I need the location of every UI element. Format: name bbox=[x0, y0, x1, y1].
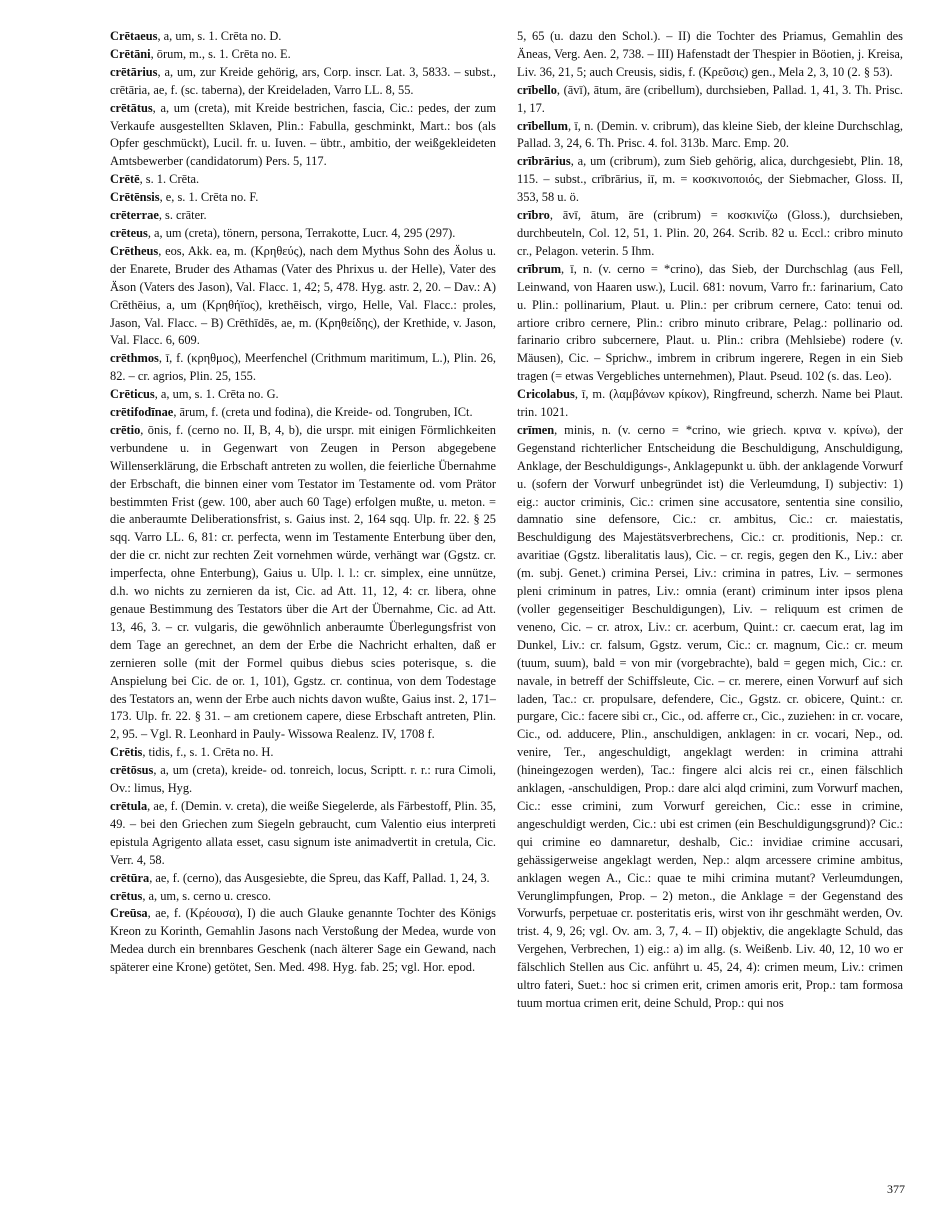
headword: crībrārius bbox=[517, 154, 571, 169]
headword: crētātus bbox=[110, 100, 153, 115]
entry-text: , a, um (cribrum), zum Sieb gehörig, alica, durchgesiebt, Plin. 18, 115. – subst., crībrārius, iī, m. = κοσκινοποιός, der Siebmacher, Gloss. II, 353, 58 u. ö. bbox=[517, 154, 903, 205]
entry-text: , a, um, s. 1. Crēta no. G. bbox=[154, 387, 279, 402]
dictionary-entry bbox=[110, 888, 496, 906]
dictionary-entry bbox=[110, 404, 496, 422]
entry-text: , a, um, s. cerno u. cresco. bbox=[142, 888, 272, 903]
headword: Crētē bbox=[110, 172, 140, 187]
entry-text: , ae, f. (Demin. v. creta), die weiße Siegelerde, als Färbestoff, Plin. 35, 49. – bei den Griechen zum Siegeln gebraucht, cum Valentio eius interpreti epistula Agrigento allata esset, casu signum iste animadvertit in cretula, Cic. Verr. 4, 58. bbox=[110, 798, 496, 867]
headword: crētārius bbox=[110, 64, 158, 79]
dictionary-entry bbox=[517, 207, 903, 261]
entry-text: , s. crāter. bbox=[158, 208, 207, 223]
dictionary-entry bbox=[517, 153, 903, 207]
dictionary-entry bbox=[110, 225, 496, 243]
headword: Crēticus bbox=[110, 387, 155, 402]
dictionary-entry bbox=[110, 870, 496, 888]
entry-text: , eos, Akk. ea, m. (Κρηθεύς), nach dem Mythus Sohn des Äolus u. der Enarete, Bruder des Athamas (Vater des Phrixus u. der Helle), Vater des Äson (Vaters des Jason), Val. Flacc. 1, 42; 5, 478. Hyg. astr. 2, 20. – Dav.: A) Crēthēius, a, um (Κρηθήϊος), krethēisch, virgo, Helle, Val. Flacc.: proles, Jason, Val. Flacc. – B) Crēthīdēs, ae, m. (Κρηθείδης), der Krethide, v. Jason, Val. Flacc. 6, 609. bbox=[110, 243, 496, 348]
dictionary-entry bbox=[110, 189, 496, 207]
dictionary-entry bbox=[110, 64, 496, 100]
entry-text: , ae, f. (cerno), das Ausgesiebte, die Spreu, das Kaff, Pallad. 1, 24, 3. bbox=[149, 870, 490, 885]
headword: Creūsa bbox=[110, 906, 148, 921]
dictionary-entry bbox=[110, 422, 496, 744]
headword: Crētaeus bbox=[110, 29, 158, 43]
headword: Crētis bbox=[110, 745, 143, 760]
dictionary-entry bbox=[110, 46, 496, 64]
entry-text: , āvī, ātum, āre (cribrum) = κοσκινίζω (Gloss.), durchsieben, durchbeuteln, Col. 12, 51, 1. Plin. 20, 264. Scrib. 82 u. Eccl.: cribro minuto cr., Pelagon. veterin. 5 Ihm. bbox=[517, 208, 903, 258]
dictionary-entry bbox=[110, 350, 496, 386]
entry-text: , a, um, zur Kreide gehörig, ars, Corp. inscr. Lat. 3, 5833. – subst., crētāria, ae, f. (sc. taberna), der Kreideladen, Varro LL. 8, 55. bbox=[110, 64, 496, 97]
entry-text: , a, um, s. 1. Crēta no. D. bbox=[157, 29, 282, 43]
entry-text: , a, um (creta), mit Kreide bestrichen, fascia, Cic.: pedes, der zum Verkaufe ausgestellten Sklaven, Plin.: Fabulla, geschminkt, Mart.: bos (als Opfer geschmückt), Lucil. fr. u. Iuven. – übtr., ambitio, der weißgekleideten Amtsbewerber (candidatorum) Pers. 5, 117. bbox=[110, 100, 496, 169]
headword: crēteus bbox=[110, 225, 148, 240]
headword: Crētēnsis bbox=[110, 190, 160, 205]
entry-text: , a, um (creta), tönern, persona, Terrakotte, Lucr. 4, 295 (297). bbox=[147, 225, 456, 240]
entry-text: , ōrum, m., s. 1. Crēta no. E. bbox=[150, 46, 291, 61]
headword: crētus bbox=[110, 888, 143, 903]
headword: crēthmos bbox=[110, 351, 159, 366]
headword: crētula bbox=[110, 798, 148, 813]
headword: Cricolabus bbox=[517, 387, 575, 402]
headword: crīmen bbox=[517, 422, 555, 437]
headword: Crētheus bbox=[110, 243, 159, 258]
entry-text: 5, 65 (u. dazu den Schol.). – II) die Tochter des Priamus, Gemahlin des Äneas, Verg. Aen. 2, 738. – III) Hafenstadt der Thespier in Böotien, j. Kreisa, Liv. 36, 21, 5; auch Creusis, sidis, f. (Κρεῦσις) gen., Mela 2, 3, 10 (2. § 53). bbox=[517, 29, 903, 79]
headword: crībello bbox=[517, 82, 557, 97]
entry-text: , ae, f. (Κρέουσα), I) die auch Glauke genannte Tochter des Königs Kreon zu Korinth, Gemahlin Jasons nach Verstoßung der Medea, wurde von Medea durch ein brennbares Geschenk (nach älterer Sage ein Gewand, nach späterer eine Krone) getötet, Sen. Med. 498. Hyg. fab. 25; vgl. Hor. epod. bbox=[110, 906, 496, 975]
headword: crībrum bbox=[517, 261, 562, 276]
dictionary-entry bbox=[517, 422, 903, 1013]
entry-text: , a, um (creta), kreide- od. tonreich, locus, Scriptt. r. r.: rura Cimoli, Ov.: limus, Hyg. bbox=[110, 763, 496, 796]
entry-text: , minis, n. (v. cerno = *crino, wie griech. κρινα v. κρίνω), der Gegenstand richterlicher Entscheidung die Beschuldigung, Anschuldigung, Anklage, der Beschuldigungs-, Anklagepunkt u. übh. der anklagende Vorwurf u. (sofern der Vorwurf unbegründet ist) die Verleumdung, I) subjectiv: 1) eig.: auctor criminis, Cic.: crimen sine accusatore, sententia sine consilio, damnatio sine defensore, Cic.: cr. ambitus, Cic.: cr. maiestatis, Beschuldigung des Majestätsverbrechens, Cic.: cr. proditionis, Nep.: cr. avaritiae (Ggstz. liberalitatis laus), Cic. – cr. regis, gegen den K., Liv.: aber (m. subj. Genet.) crimina Persei, Liv.: crimina in patres, Liv. – sermones pleni criminum in patres, Liv.: omnia (erant) criminum inter ipsos plena (voller gegenseitiger Beschuldigungen), Liv. – reliquum est crimen de veneno, Cic. – cr. atrox, Liv.: cr. acerbum, Quint.: cr. caecum erat, lag im Dunkel, Liv.: cr. falsum, Ggstz. verum, Cic.: cr. magnum, Cic.: cr. meum (tuum, suum), bald = von mir (vorgebrachte), bald = gegen mich, Cic.: cr. navale, in betreff der Schiffsleute, Cic. – cr. merere, einen Vorwurf auf sich laden, Tac.: cr. propulsare, defendere, Cic., Ggstz. cr. obicere, Quint.: cr. purgare, Cic.: facere sibi cr., Cic., od. afferre cr., Cic., zuziehen: in cr. vocare, Cic., od. adducere, Plin., anschuldigen, anklagen: in cr. vocari, Nep., od. venire, Ter., angeschuldigt, angeklagt werden: in crimina attrahi (hineingezogen werden), Tac.: fingere alci alcis rei cr., einen fälschlich anklagen, -anschuldigen, Prop.: dare alci alqd crimini, zum Vorwurf machen, Cic.: esse crimini, zum Vorwurf gereichen, Cic.: esse in crimine, angeschuldigt werden, Cic.: ubi est crimen (ein Beschuldigungsgrund)? Cic.: qui crimine eo damnaretur, deshalb, Cic.: invidiae crimine accusari, gehässigerweise angeklagt werden, Nep.: alqm arcessere crimine ambitus, anklagen wegen A., Cic.: quae te mihi crimina mutant? Verleumdungen, Verunglimpfungen, Prop. – 2) meton., die Anklage = der Gegenstand des Vorwurfs, perpetuae cr. posteritatis eris, wirst von ihr geschmäht werden, Ov. trist. 4, 9, 26; vgl. Ov. am. 3, 7, 4. – II) objektiv, die angeklagte Schuld, das Vergehen, Verbrechen, 1) eig.: a) im allg. (s. Weißenb. Liv. 40, 12, 10 wo er fälschlich Stellen aus Cic. anführt u. 45, 24, 4): crimen meum, Liv.: crimen ultro fateri, Suet.: hoc si crimen erit, crimen amoris erit, Prop.: tam formosa tuum mortua crimen erit, deine Schuld, Prop.: qui nos bbox=[517, 422, 903, 1010]
headword: crībellum bbox=[517, 118, 568, 133]
left-column bbox=[110, 28, 496, 977]
entry-text: , ī, n. (v. cerno = *crino), das Sieb, der Durchschlag (aus Fell, Leinwand, von Haaren usw.), Lucil. 681: novum, Varro fr.: farinarium, Cato u. Plin.: pollinarium, Plaut. u. Plin.: per cribrum cernere, Cato: tenui od. artiore cribro cernere, Plin.: cribro minuto cribrare, Pelag.: pollinario od. farinario cribro subcernere, Plaut. u. Plin.: cribra (Mehlsiebe) rodere (v. Mäusen), Cic. – Sprichw., imbrem in cribrum ingerere, Regen in ein Sieb tragen (= etwas Vergebliches unternehmen), Plaut. Pseud. 102 (s. das. Leo). bbox=[517, 261, 903, 384]
dictionary-entry bbox=[110, 798, 496, 870]
headword: crētūra bbox=[110, 870, 150, 885]
headword: crēterrae bbox=[110, 208, 159, 223]
dictionary-entry bbox=[110, 744, 496, 762]
entry-text: , ōnis, f. (cerno no. II, B, 4, b), die urspr. mit einigen Förmlichkeiten verbundene u. in Gegenwart von Zeugen in Person abgegebene Willenserklärung, die Erbschaft antreten zu wollen, die feierliche Übernahme der Erbschaft, die binnen einer vom Testator im Testamente od. vom Prätor bestimmten Frist (gew. 100, aber auch 60 Tage) erfolgen mußte, u. meton. = die anberaumte Deliberationsfrist, s. Gaius inst. 2, 164 sqq. Ulp. fr. 22. § 25 sqq. Varro LL. 6, 81: cr. perfecta, wenn im Testamente Enterbung über den, der die cr. nicht zur rechten Zeit vornehmen würde, verhängt war (Ggstz. cr. imperfecta, ohne Enterbung), Gaius u. Ulp. l. l.: cr. simplex, eine unnütze, d.h. wo nichts zu zernieren da ist, Cic. ad Att. 11, 12, 4: cr. libera, ohne genaue Bestimmung des Testators über die Art der Übernahme, Cic. ad Att. 13, 46, 3. – cr. vulgaris, die gewöhnlich anberaumte Überlegungsfrist von dem Tage an gerechnet, an dem der Erbe die Nachricht erhalten, daß er zernieren solle (mit der Formel quibus diebus scies poterisque, s. die Anspielung bei Cic. de or. 1, 101), Ggstz. cr. continua, von dem Todestage des Testators an, wenn der Erbe auch nichts davon wußte, Gaius inst. 2, 171–173. Ulp. fr. 22. § 31. – am cretionem capere, diese Erbschaft antreten, Plin. 2, 95. – Vgl. R. Leonhard in Pauly- Wissowa Realenz. IV, 1708 f. bbox=[110, 422, 496, 742]
dictionary-entry bbox=[110, 762, 496, 798]
dictionary-entry bbox=[110, 386, 496, 404]
dictionary-entry bbox=[110, 100, 496, 172]
entry-text: , ī, n. (Demin. v. cribrum), das kleine Sieb, der kleine Durchschlag, Pallad. 3, 24, 6. Th. Prisc. 4. fol. 313b. Marc. Emp. 20. bbox=[517, 118, 903, 151]
dictionary-entry bbox=[517, 82, 903, 118]
dictionary-entry bbox=[110, 905, 496, 977]
entry-text: , (āvī), ātum, āre (cribellum), durchsieben, Pallad. 1, 41, 3. Th. Prisc. 1, 17. bbox=[517, 82, 903, 115]
entry-text: , s. 1. Crēta. bbox=[139, 172, 200, 187]
dictionary-entry bbox=[517, 118, 903, 154]
headword: Crētāni bbox=[110, 46, 151, 61]
entry-text: , ī, f. (κρηθμος), Meerfenchel (Crithmum maritimum, L.), Plin. 26, 82. – cr. agrios, Plin. 25, 155. bbox=[110, 351, 496, 384]
dictionary-entry bbox=[517, 28, 903, 82]
headword: crētifodīnae bbox=[110, 405, 174, 420]
dictionary-entry bbox=[110, 207, 496, 225]
entry-text: , ī, m. (λαμβάνων κρίκον), Ringfreund, scherzh. Name bei Plaut. trin. 1021. bbox=[517, 387, 903, 420]
headword: crētōsus bbox=[110, 763, 154, 778]
dictionary-entry bbox=[517, 261, 903, 386]
dictionary-entry bbox=[110, 243, 496, 350]
dictionary-entry bbox=[110, 171, 496, 189]
right-column bbox=[517, 28, 903, 1013]
entry-text: , tidis, f., s. 1. Crēta no. H. bbox=[142, 745, 274, 760]
entry-text: , ārum, f. (creta und fodina), die Kreide- od. Tongruben, ICt. bbox=[173, 405, 473, 420]
dictionary-entry bbox=[110, 28, 496, 46]
dictionary-entry bbox=[517, 386, 903, 422]
headword: crētio bbox=[110, 422, 141, 437]
headword: crībro bbox=[517, 208, 550, 223]
page-number: 377 bbox=[887, 1182, 905, 1196]
entry-text: , e, s. 1. Crēta no. F. bbox=[159, 190, 259, 205]
